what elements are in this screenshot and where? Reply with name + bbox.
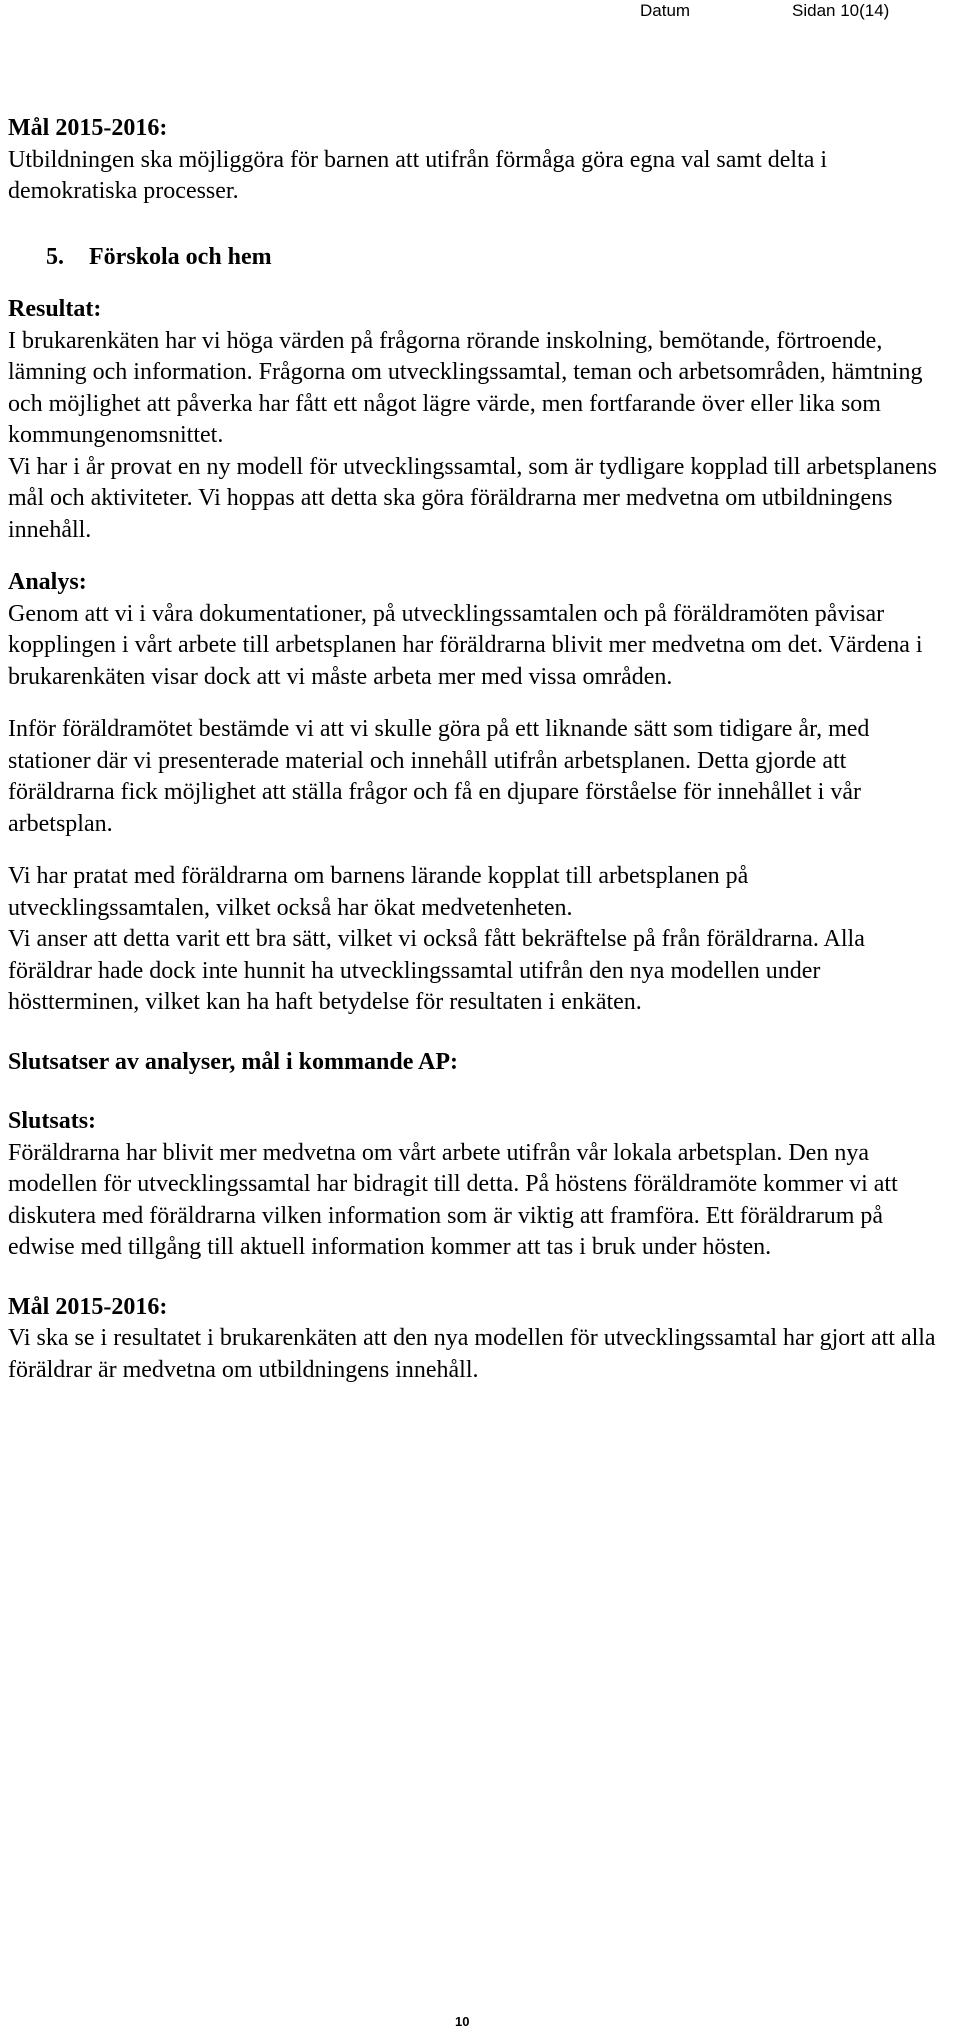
document-body <box>8 113 943 1386</box>
section-heading <box>8 242 943 274</box>
page-number: 10 <box>455 2014 470 2029</box>
analysis-heading: Analys: <box>8 569 87 595</box>
analysis-paragraph: Inför föräldramötet bestämde vi att vi skulle göra på ett liknande sätt som tidigare år, med stationer där vi presenterade material och innehåll utifrån arbetsplanen. Detta gjorde att föräldrarna fick möjlighet att ställa frågor och få en djupare förståelse för innehållet i vår arbetsplan. <box>8 716 870 837</box>
conclusion-heading: Slutsats: <box>8 1108 97 1134</box>
goal-heading: Mål 2015-2016: <box>8 1293 168 1320</box>
analysis-paragraph: Vi har pratat med föräldrarna om barnens lärande kopplat till arbetsplanen på utvecklingssamtalen, vilket också har ökat medvetenheten. <box>8 863 749 921</box>
section-number: 5. <box>46 243 64 270</box>
conclusions-heading: Slutsatser av analyser, mål i kommande AP: <box>8 1048 459 1075</box>
analysis-paragraph: Vi anser att detta varit ett bra sätt, vilket vi också fått bekräftelse på från föräldrarna. Alla föräldrar hade dock inte hunnit ha utvecklingssamtal utifrån den nya modellen under höstterminen, vilket kan ha haft betydelse för resultaten i enkäten. <box>8 926 865 1015</box>
result-paragraph: I brukarenkäten har vi höga värden på frågorna rörande inskolning, bemötande, förtroende, lämning och information. Frågorna om utvecklingssamtal, teman och arbetsområden, hämtning och möjlighet att påverka har fått ett något lägre värde, men fortfarande över eller lika som kommungenomsnittet. <box>8 327 923 448</box>
analysis-paragraph: Genom att vi i våra dokumentationer, på utvecklingssamtalen och på föräldramöten påvisar kopplingen i vårt arbete till arbetsplanen har föräldrarna blivit mer medvetna om det. Värdena i brukarenkäten visar dock att vi måste arbeta mer med vissa områden. <box>8 600 923 690</box>
goal-text: Utbildningen ska möjliggöra för barnen att utifrån förmåga göra egna val samt delta i demokratiska processer. <box>8 146 828 204</box>
section-title: Förskola och hem <box>89 243 272 270</box>
result-heading: Resultat: <box>8 296 102 322</box>
header-date-label: Datum <box>640 1 691 20</box>
header-page-indicator: Sidan 10(14) <box>792 1 890 20</box>
conclusion-paragraph: Föräldrarna har blivit mer medvetna om vårt arbete utifrån vår lokala arbetsplan. Den nya modellen för utvecklingssamtal har bidragit till detta. På höstens föräldramöte kommer vi att diskutera med föräldrarna vilken information som är viktig att framföra. Ett föräldrarum på edwise med tillgång till aktuell information kommer att tas i bruk under hösten. <box>8 1139 898 1260</box>
goal-heading: Mål 2015-2016: <box>8 115 168 141</box>
result-paragraph: Vi har i år provat en ny modell för utvecklingssamtal, som är tydligare kopplad till arbetsplanens mål och aktiviteter. Vi hoppas att detta ska göra föräldrarna mer medvetna om utbildningens innehåll. <box>8 453 937 543</box>
goal-text: Vi ska se i resultatet i brukarenkäten att den nya modellen för utvecklingssamtal har gjort att alla föräldrar är medvetna om utbildningens innehåll. <box>8 1325 936 1383</box>
